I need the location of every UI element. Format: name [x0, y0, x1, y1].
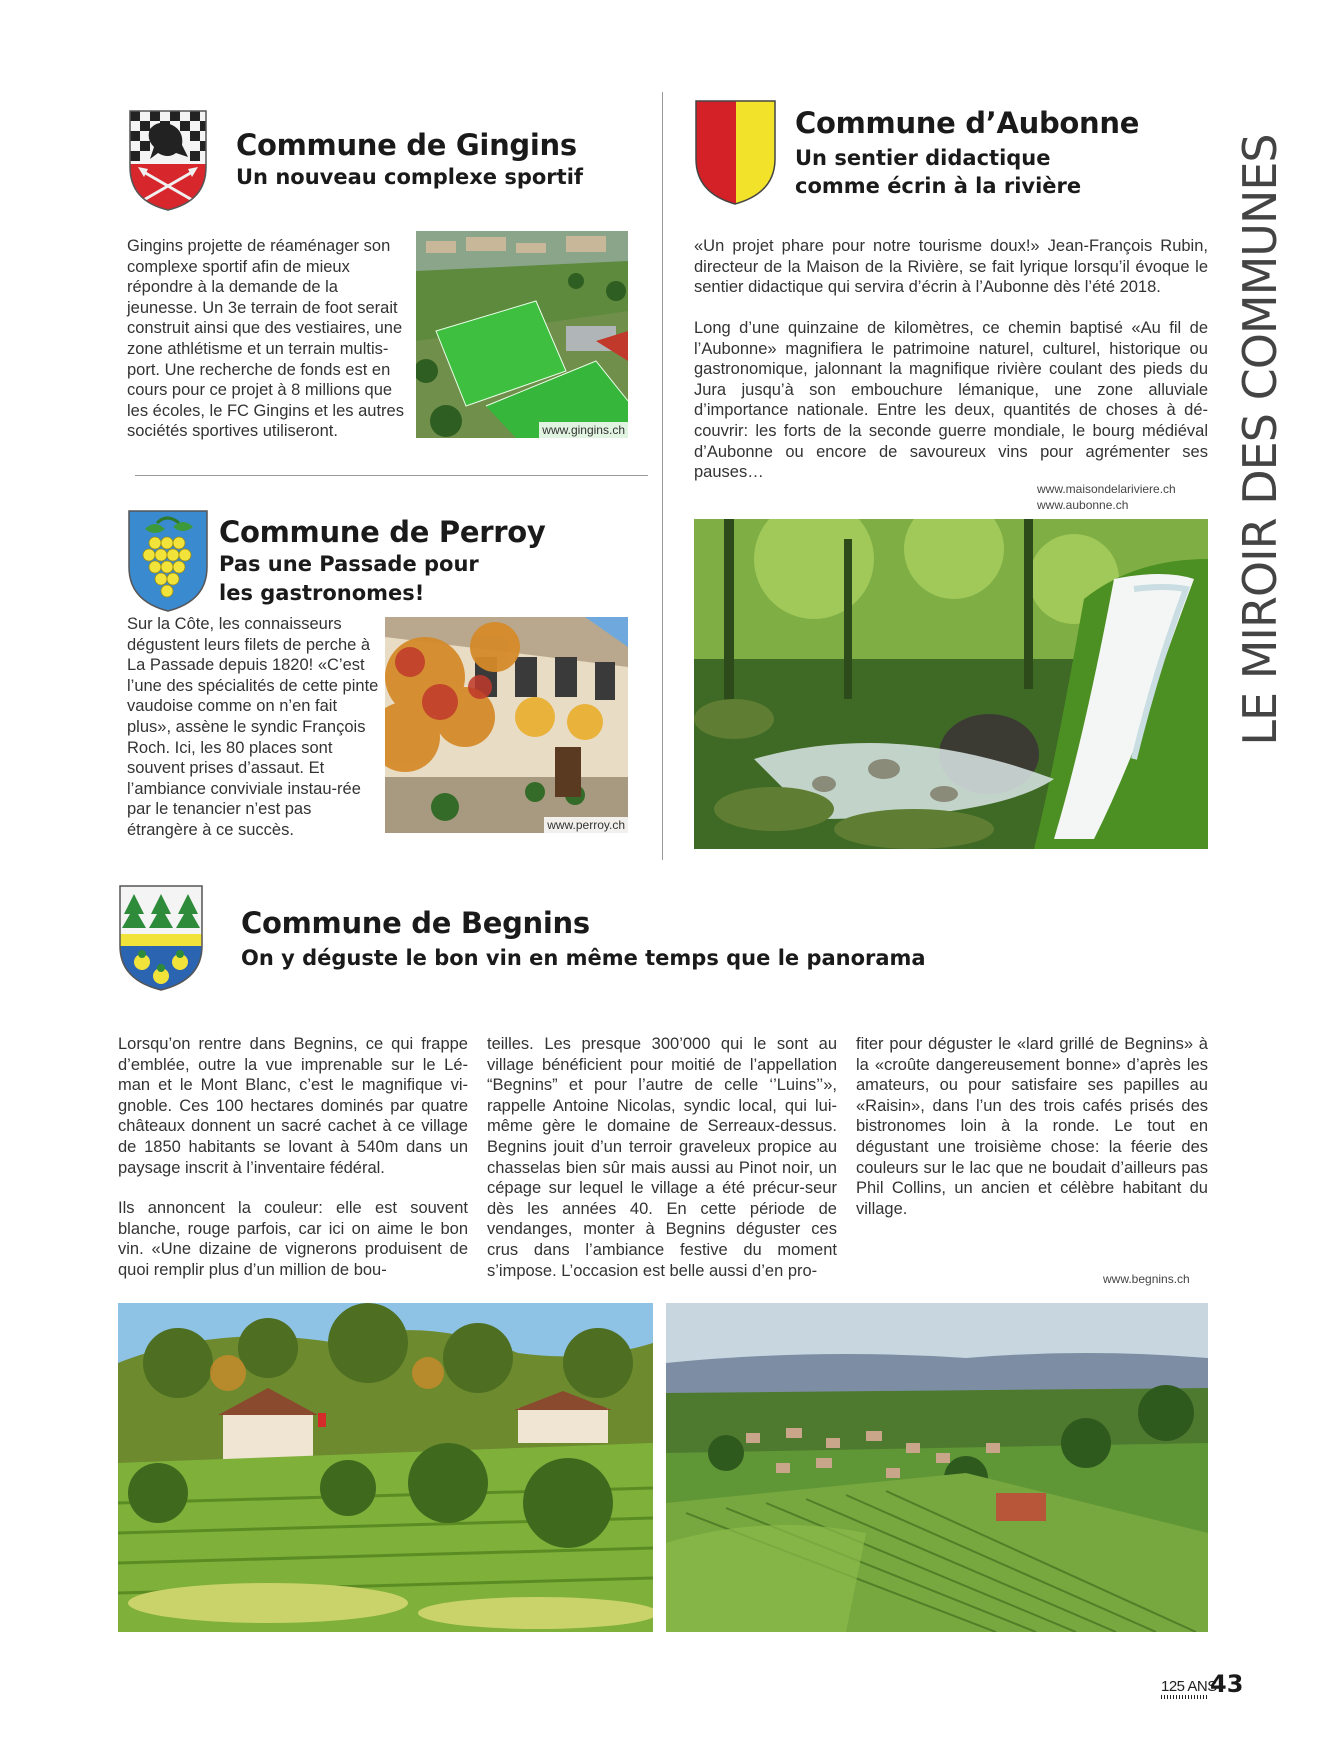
aubonne-subtitle-line2: comme écrin à la rivière	[795, 174, 1082, 198]
perroy-subtitle-line1: Pas une Passade pour	[219, 552, 479, 576]
begnins-column-3: fiter pour déguster le «lard grillé de Begnins» à la «croûte dangereusement bonne» d’après les amateurs, ou pour satisfaire ses papilles au «Raisin», dans l’un des trois cafés prisés des bistronomes loin à la ronde. Le tout en dégustant une troisième chose: la féerie des couleurs sur le lac que ne boudait d’ailleurs pas Phil Collins, un ancien et célèbre habitant du village.	[856, 1035, 1208, 1218]
begnins-chateau-photo	[118, 1303, 653, 1632]
aubonne-subtitle-line1: Un sentier didactique	[795, 146, 1051, 170]
begnins-col1-paragraph-2: Ils annoncent la couleur: elle est souvent blanche, rouge parfois, car ici on aime le bon vin. «Une dizaine de vignerons produisent de quoi remplir plus d’un million de bou-	[118, 1199, 468, 1279]
aubonne-title: Commune d’Aubonne	[795, 106, 1140, 140]
begnins-column-1	[118, 1034, 468, 1281]
aubonne-paragraph-1: «Un projet phare pour notre tourisme doux!» Jean-François Rubin, directeur de la Maison de la Rivière, se fait lyrique lorsqu’il évoque le sentier didactique qui servira d’écrin à l’Aubonne dès l’été 2018.	[694, 237, 1208, 297]
gingins-text: Gingins projette de réaménager son complexe sportif afin de mieux répondre à la demande de la jeunesse. Un 3e terrain de foot serait construit ainsi que des vestiaires, une zone athlétisme et un terrain multis-port. Une recherche de fonds est en cours pour ce projet à 8 millions que les écoles, le FC Gingins et les autres sociétés sportives utiliseront.	[127, 237, 404, 441]
perroy-coat-of-arms	[127, 509, 209, 613]
page-number: 43	[1210, 1670, 1244, 1698]
footer-anniversary	[1161, 1678, 1217, 1699]
perroy-photo	[385, 617, 628, 833]
footer-barcode-decoration	[1161, 1695, 1209, 1699]
begnins-col1-paragraph-1: Lorsqu’on rentre dans Begnins, ce qui frappe d’emblée, outre la vue imprenable sur le Lé-man et le Mont Blanc, c’est le magnifique vi-gnoble. Ces 100 hectares dominés par quatre châteaux donnent un sacré cachet à ce village de 1850 habitants se lovant à 540m dans un paysage inscrit à l’inventaire fédéral.	[118, 1035, 468, 1177]
begnins-subtitle: On y déguste le bon vin en même temps que le panorama	[241, 946, 926, 970]
begnins-column-2: teilles. Les presque 300’000 qui le sont au village bénéficient pour moitié de l’appellation “Begnins” et pour l’autre de celle ‘’Luins’’», rappelle Antoine Nicolas, syndic local, qui lui-même gère le domaine de Serreaux-dessus. Begnins jouit d’un terroir graveleux propice au chasselas bien sûr mais aussi au Pinot noir, un cépage sur lequel le village a été précur-seur dès les années 40. En cette période de vendanges, monter à Begnins déguster ces crus dans l’ambiance festive du moment s’impose. L’occasion est belle aussi d’en pro-	[487, 1035, 837, 1280]
perroy-title: Commune de Perroy	[219, 515, 546, 549]
begnins-url[interactable]: www.begnins.ch	[1103, 1272, 1190, 1286]
begnins-coat-of-arms	[118, 884, 204, 992]
begnins-aerial-photo	[666, 1303, 1208, 1632]
gingins-photo	[416, 231, 628, 438]
left-section-divider	[135, 475, 648, 476]
sidebar-vertical-title	[1230, 110, 1290, 770]
gingins-coat-of-arms	[128, 109, 208, 212]
gingins-subtitle: Un nouveau complexe sportif	[236, 165, 584, 189]
gingins-photo-credit: www.gingins.ch	[539, 422, 628, 438]
begnins-title: Commune de Begnins	[241, 906, 590, 940]
gingins-title: Commune de Gingins	[236, 128, 577, 162]
perroy-photo-credit: www.perroy.ch	[544, 817, 628, 833]
perroy-text: Sur la Côte, les connaisseurs dégustent leurs filets de perche à La Passade depuis 1820! «C’est l’une des spécialités de cette pinte vaudoise comme on n’en fait plus», assène le syndic François Roch. Ici, les 80 places sont souvent prises d’assaut. Et l’ambiance conviviale instau-rée par le tenancier n’est pas étrangère à ce succès.	[127, 615, 379, 839]
perroy-subtitle-line2: les gastronomes!	[219, 581, 425, 605]
column-divider	[662, 92, 663, 860]
footer-anniversary-label: 125 ANS	[1161, 1678, 1217, 1695]
aubonne-coat-of-arms	[694, 99, 777, 206]
aubonne-url-2[interactable]: www.aubonne.ch	[1037, 498, 1129, 512]
aubonne-paragraph-2: Long d’une quinzaine de kilomètres, ce chemin baptisé «Au fil de l’Aubonne» magnifiera le patrimoine naturel, culturel, historique ou gastronomique, jalonnant la magnifique rivière coulant des pieds du Jura jusqu’à son embouchure lémanique, une zone alluviale d’importance nationale. Entre les deux, quantités de choses à dé-couvrir: les forts de la seconde guerre mondiale, le bourg médiéval d’Aubonne ou encore de savoureux vins pour agrémenter ses pauses…	[694, 319, 1208, 482]
aubonne-url-1[interactable]: www.maisondelariviere.ch	[1037, 482, 1176, 496]
sidebar-text: LE MIROIR DES COMMUNES	[1233, 134, 1287, 746]
aubonne-waterfall-photo	[694, 519, 1208, 849]
